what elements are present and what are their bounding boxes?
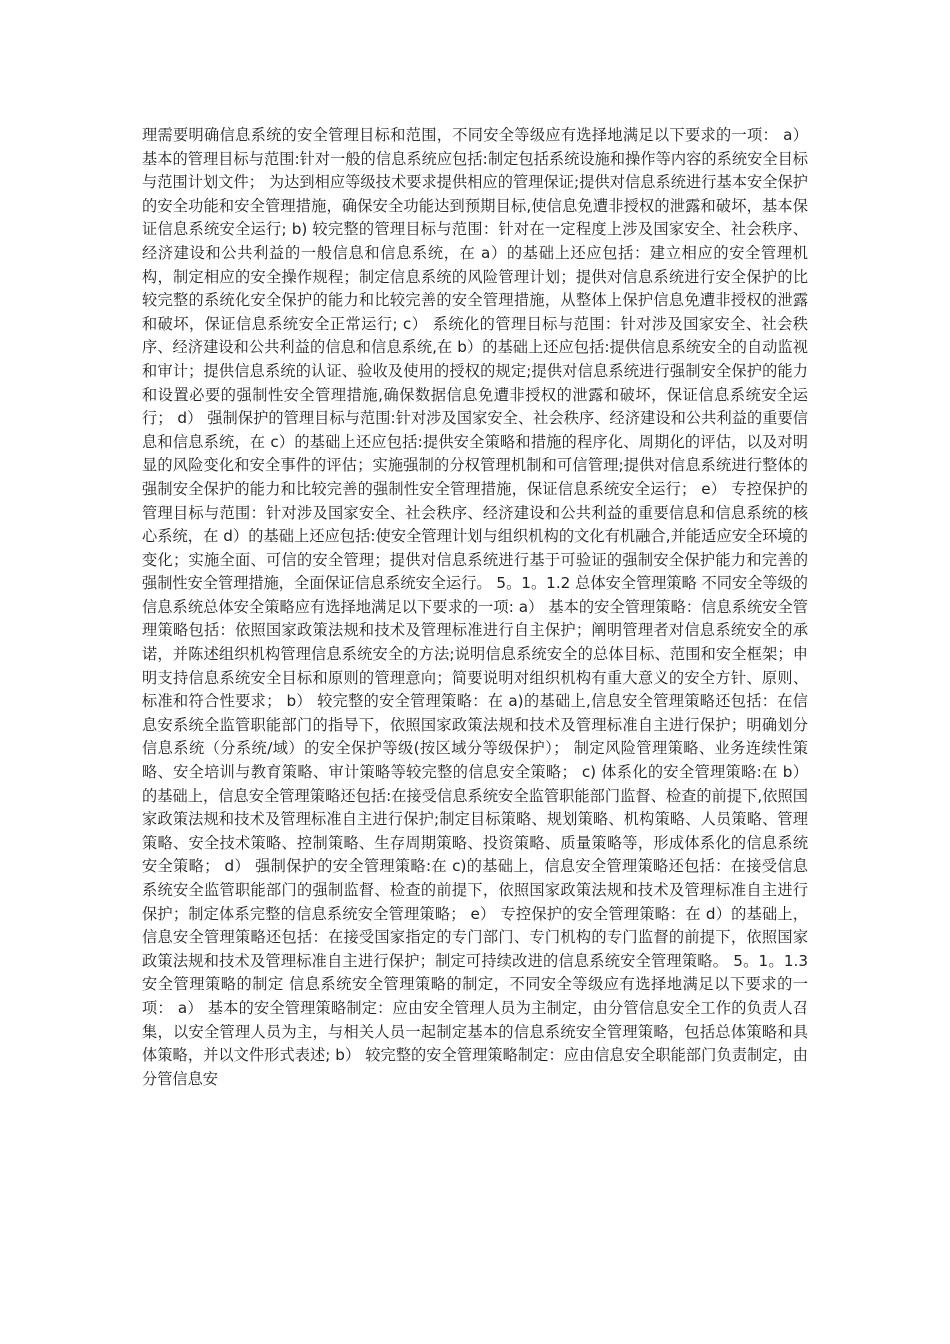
body-paragraph: 理需要明确信息系统的安全管理目标和范围，不同安全等级应有选择地满足以下要求的一项： a） 基本的管理目标与范围:针对一般的信息系统应包括:制定包括系统设施和操作等内容的系统安全目标与范围计划文件； 为达到相应等级技术要求提供相应的管理保证;提供对信息系统进行基本安全保护的安全功能和安全管理措施，确保安全功能达到预期目标,使信息免遭非授权的泄露和破坏，基本保证信息系统安全运行; b) 较完整的管理目标与范围：针对在一定程度上涉及国家安全、社会秩序、经济建设和公共利益的一般信息和信息系统，在 a）的基础上还应包括：建立相应的安全管理机构，制定相应的安全操作规程；制定信息系统的风险管理计划；提供对信息系统进行安全保护的比较完整的系统化安全保护的能力和比较完善的安全管理措施，从整体上保护信息免遭非授权的泄露和破坏，保证信息系统安全正常运行; c） 系统化的管理目标与范围：针对涉及国家安全、社会秩序、经济建设和公共利益的信息和信息系统,在 b）的基础上还应包括:提供信息系统安全的自动监视和审计；提供信息系统的认证、验收及使用的授权的规定;提供对信息系统进行强制安全保护的能力和设置必要的强制性安全管理措施,确保数据信息免遭非授权的泄露和破坏，保证信息系统安全运行； d） 强制保护的管理目标与范围:针对涉及国家安全、社会秩序、经济建设和公共利益的重要信息和信息系统，在 c）的基础上还应包括:提供安全策略和措施的程序化、周期化的评估，以及对明显的风险变化和安全事件的评估；实施强制的分权管理机制和可信管理;提供对信息系统进行整体的强制安全保护的能力和比较完善的强制性安全管理措施，保证信息系统安全运行； e） 专控保护的管理目标与范围：针对涉及国家安全、社会秩序、经济建设和公共利益的重要信息和信息系统的核心系统，在 d）的基础上还应包括:使安全管理计划与组织机构的文化有机融合,并能适应安全环境的变化；实施全面、可信的安全管理；提供对信息系统进行基于可验证的强制安全保护能力和完善的强制性安全管理措施，全面保证信息系统安全运行。 5。1。1.2 总体安全管理策略 不同安全等级的信息系统总体安全策略应有选择地满足以下要求的一项: a） 基本的安全管理策略：信息系统安全管理策略包括：依照国家政策法规和技术及管理标准进行自主保护；阐明管理者对信息系统安全的承诺，并陈述组织机构管理信息系统安全的方法;说明信息系统安全的总体目标、范围和安全框架；申明支持信息系统安全目标和原则的管理意向；简要说明对组织机构有重大意义的安全方针、原则、标准和符合性要求； b） 较完整的安全管理策略：在 a)的基础上,信息安全管理策略还包括：在信息安系统全监管职能部门的指导下，依照国家政策法规和技术及管理标准自主进行保护；明确划分信息系统（分系统/域）的安全保护等级(按区域分等级保护）； 制定风险管理策略、业务连续性策略、安全培训与教育策略、审计策略等较完整的信息安全策略； c) 体系化的安全管理策略:在 b）的基础上，信息安全管理策略还包括:在接受信息系统安全监管职能部门监督、检查的前提下,依照国家政策法规和技术及管理标准自主进行保护;制定目标策略、规划策略、机构策略、人员策略、管理策略、安全技术策略、控制策略、生存周期策略、投资策略、质量策略等，形成体系化的信息系统安全策略； d） 强制保护的安全管理策略:在 c)的基础上，信息安全管理策略还包括：在接受信息系统安全监管职能部门的强制监督、检查的前提下，依照国家政策法规和技术及管理标准自主进行保护；制定体系完整的信息系统安全管理策略； e） 专控保护的安全管理策略：在 d）的基础上，信息安全管理策略还包括：在接受国家指定的专门部门、专门机构的专门监督的前提下，依照国家政策法规和技术及管理标准自主进行保护；制定可持续改进的信息系统安全管理策略。 5。1。1.3 安全管理策略的制定 信息系统安全管理策略的制定，不同安全等级应有选择地满足以下要求的一项： a） 基本的安全管理策略制定：应由安全管理人员为主制定，由分管信息安全工作的负责人召集，以安全管理人员为主，与相关人员一起制定基本的信息系统安全管理策略，包括总体策略和具体策略，并以文件形式表述; b） 较完整的安全管理策略制定：应由信息安全职能部门负责制定，由分管信息安 bbox=[142, 126, 808, 1088]
